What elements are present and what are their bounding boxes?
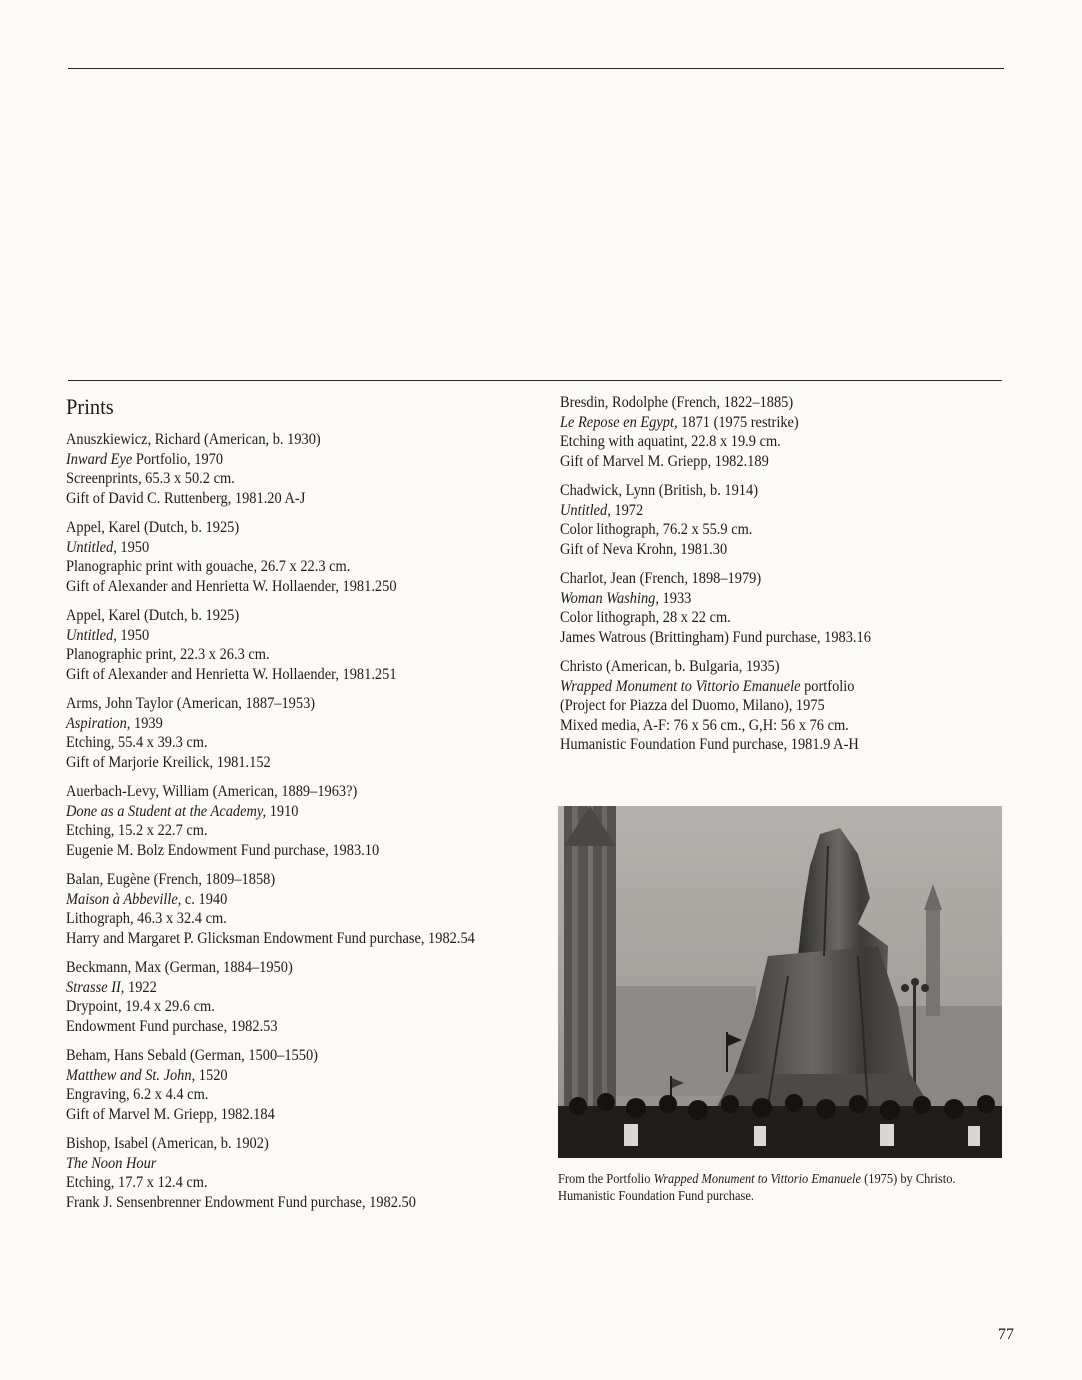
catalog-entry xyxy=(66,870,506,948)
entry-medium: Etching with aquatint, 22.8 x 19.9 cm. xyxy=(560,433,781,450)
entry-artist: Arms, John Taylor (American, 1887–1953) xyxy=(66,695,316,712)
entry-artist: Balan, Eugène (French, 1809–1858) xyxy=(66,871,276,888)
entry-date: Portfolio, 1970 xyxy=(132,450,224,468)
catalog-entry xyxy=(560,481,1000,559)
entry-project: (Project for Piazza del Duomo, Milano), 1975 xyxy=(560,697,825,714)
caption-prefix: From the Portfolio xyxy=(558,1171,654,1186)
entry-credit: Frank J. Sensenbrenner Endowment Fund purchase, 1982.50 xyxy=(66,1193,416,1211)
entry-date: 1922 xyxy=(124,978,157,996)
entry-title: Strasse II, xyxy=(66,978,125,996)
entry-artist: Appel, Karel (Dutch, b. 1925) xyxy=(66,607,240,624)
wrapped-monument-photograph xyxy=(558,806,1002,1158)
entry-medium: Etching, 55.4 x 39.3 cm. xyxy=(66,734,208,751)
entry-credit: Gift of David C. Ruttenberg, 1981.20 A-J xyxy=(66,489,306,507)
entry-title: Le Repose en Egypt, xyxy=(560,413,678,431)
entry-medium: Drypoint, 19.4 x 29.6 cm. xyxy=(66,998,215,1015)
top-rule xyxy=(68,68,1004,69)
entry-artist: Auerbach-Levy, William (American, 1889–1963?) xyxy=(66,783,358,800)
catalog-entry xyxy=(66,694,506,772)
entry-date: c. 1940 xyxy=(181,890,228,908)
catalog-entry xyxy=(66,430,506,508)
photo-caption xyxy=(558,1170,1000,1204)
entry-artist: Appel, Karel (Dutch, b. 1925) xyxy=(66,519,240,536)
entry-credit: Humanistic Foundation Fund purchase, 1981.9 A-H xyxy=(560,736,859,753)
entry-credit: Eugenie M. Bolz Endowment Fund purchase, 1983.10 xyxy=(66,841,380,859)
left-column xyxy=(66,392,506,1222)
entry-date: 1871 (1975 restrike) xyxy=(677,413,799,431)
catalog-entry xyxy=(66,606,506,684)
entry-artist: Bresdin, Rodolphe (French, 1822–1885) xyxy=(560,394,794,411)
entry-title: Inward Eye xyxy=(66,450,133,468)
entry-date: 1939 xyxy=(130,714,163,732)
entry-credit: Gift of Marvel M. Griepp, 1982.184 xyxy=(66,1105,275,1123)
entry-format: portfolio xyxy=(800,677,855,695)
entry-credit: Gift of Neva Krohn, 1981.30 xyxy=(560,540,728,558)
entry-title: The Noon Hour xyxy=(66,1154,157,1172)
entry-date: 1520 xyxy=(195,1066,228,1084)
catalog-entry xyxy=(66,1046,506,1124)
entry-medium: Engraving, 6.2 x 4.4 cm. xyxy=(66,1086,209,1103)
entry-medium: Etching, 17.7 x 12.4 cm. xyxy=(66,1174,208,1191)
entry-credit: Endowment Fund purchase, 1982.53 xyxy=(66,1017,278,1035)
entry-artist: Beckmann, Max (German, 1884–1950) xyxy=(66,959,293,976)
catalog-entry xyxy=(560,569,1000,647)
entry-title: Untitled, xyxy=(66,626,117,644)
catalog-entry xyxy=(560,393,1000,471)
entry-artist: Bishop, Isabel (American, b. 1902) xyxy=(66,1135,269,1152)
entry-artist: Beham, Hans Sebald (German, 1500–1550) xyxy=(66,1047,318,1064)
entry-medium: Lithograph, 46.3 x 32.4 cm. xyxy=(66,910,227,927)
entry-credit: Gift of Marvel M. Griepp, 1982.189 xyxy=(560,452,769,470)
caption-suffix: (1975) by Christo. Humanistic Foundation Fund purchase. xyxy=(558,1171,956,1203)
entry-date: 1933 xyxy=(658,589,692,607)
catalog-entry xyxy=(66,958,506,1036)
page-number: 77 xyxy=(998,1326,1014,1343)
entry-artist: Chadwick, Lynn (British, b. 1914) xyxy=(560,482,758,499)
section-rule xyxy=(68,380,1002,381)
caption-title: Wrapped Monument to Vittorio Emanuele xyxy=(653,1171,861,1186)
right-column xyxy=(560,393,1000,765)
entry-medium: Color lithograph, 76.2 x 55.9 cm. xyxy=(560,521,753,538)
entry-artist: Charlot, Jean (French, 1898–1979) xyxy=(560,570,762,587)
entry-date: 1910 xyxy=(266,802,299,820)
entry-credit: James Watrous (Brittingham) Fund purchase, 1983.16 xyxy=(560,628,871,646)
entry-date: 1950 xyxy=(116,538,150,556)
entry-medium: Color lithograph, 28 x 22 cm. xyxy=(560,609,731,626)
entry-date: 1972 xyxy=(610,501,644,519)
entry-medium: Planographic print with gouache, 26.7 x 22.3 cm. xyxy=(66,558,351,575)
entry-title: Matthew and St. John, xyxy=(66,1066,196,1084)
entry-artist: Anuszkiewicz, Richard (American, b. 1930) xyxy=(66,431,321,448)
entry-credit: Gift of Marjorie Kreilick, 1981.152 xyxy=(66,753,271,771)
entry-title: Woman Washing, xyxy=(560,589,659,607)
entry-title: Untitled, xyxy=(560,501,611,519)
catalog-entry xyxy=(66,518,506,596)
entry-date: 1950 xyxy=(116,626,150,644)
entry-credit: Gift of Alexander and Henrietta W. Hollaender, 1981.251 xyxy=(66,665,397,683)
entry-title: Wrapped Monument to Vittorio Emanuele xyxy=(560,677,801,695)
entry-credit: Harry and Margaret P. Glicksman Endowment Fund purchase, 1982.54 xyxy=(66,929,475,947)
entry-artist: Christo (American, b. Bulgaria, 1935) xyxy=(560,658,780,675)
entry-medium: Planographic print, 22.3 x 26.3 cm. xyxy=(66,646,270,663)
entry-medium: Mixed media, A-F: 76 x 56 cm., G,H: 56 x 76 cm. xyxy=(560,716,849,734)
photograph-image xyxy=(558,806,1002,1158)
entry-credit: Gift of Alexander and Henrietta W. Hollaender, 1981.250 xyxy=(66,577,397,595)
catalog-entry xyxy=(560,657,1000,755)
entry-medium: Screenprints, 65.3 x 50.2 cm. xyxy=(66,470,235,487)
entry-title: Aspiration, xyxy=(66,714,131,732)
entry-title: Untitled, xyxy=(66,538,117,556)
entry-medium: Etching, 15.2 x 22.7 cm. xyxy=(66,822,208,839)
catalog-entry xyxy=(66,782,506,860)
section-heading: Prints xyxy=(66,394,114,419)
entry-title: Maison à Abbeville, xyxy=(66,890,182,908)
catalog-entry xyxy=(66,1134,506,1212)
entry-title: Done as a Student at the Academy, xyxy=(66,802,267,820)
